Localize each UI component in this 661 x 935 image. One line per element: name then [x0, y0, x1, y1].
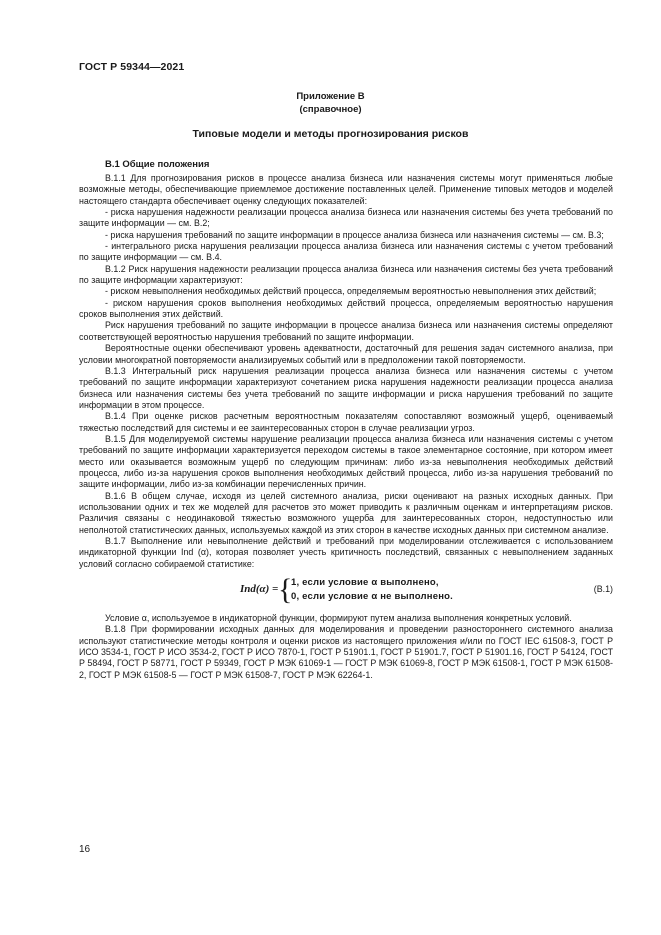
list-item: - риска нарушения требований по защите информации в процессе анализа бизнеса или назначения системы — см. В.3;: [105, 229, 604, 240]
list-item: - риска нарушения надежности реализации процесса анализа бизнеса или назначения системы без учета требований по защите информации — см. В.2;: [79, 207, 613, 229]
paragraph: В.1.8 При формировании исходных данных для моделирования и проведении разностороннего системного анализа используют статистические методы контроля и оценки рисков из настоящего приложения и/или по ГОСТ IEC 61508-3, ГОСТ Р ИСО 3534-1, ГОСТ Р ИСО 3534-2, ГОСТ Р ИСО 7870-1, ГОСТ Р 51901.1, ГОСТ Р 51901.7, ГОСТ Р 51901.16, ГОСТ Р 54124, ГОСТ Р 58494, ГОСТ Р 58771, ГОСТ Р 59349, ГОСТ Р МЭК 61069-1 — ГОСТ Р МЭК 61069-8, ГОСТ Р МЭК 61508-1, ГОСТ Р МЭК 61508-2, ГОСТ Р МЭК 61508-5 — ГОСТ Р МЭК 61508-7, ГОСТ Р МЭК 62264-1.: [79, 624, 613, 680]
list-item: - риском нарушения сроков выполнения необходимых действий процесса, определяемым вероятностью нарушения сроков выполнения этих действий.: [79, 297, 613, 320]
paragraph: Условие α, используемое в индикаторной функции, формируют путем анализа выполнения конкретных условий.: [105, 613, 572, 624]
paragraph: В.1.1 Для прогнозирования рисков в процессе анализа бизнеса или назначения системы могут применяться любые возможные методы, обеспечивающие приемлемое достижение поставленных целей. Применение типовых методов и моделей настоящего стандарта обеспечивает оценку следующих показателей:: [79, 173, 613, 206]
formula-case-true: 1, если условие α выполнено,: [291, 577, 439, 589]
paragraph: В.1.3 Интегральный риск нарушения реализации процесса анализа бизнеса или назначения системы с учетом требований по защите информации характеризуют сочетанием риска нарушения надежности реализации процесса анализа бизнеса или назначения системы без учета требований по защите информации и риска нарушения требований по защите информации в этом процессе.: [79, 365, 613, 410]
section-heading: В.1 Общие положения: [105, 159, 210, 170]
equation-number: (В.1): [593, 584, 613, 595]
paragraph: Риск нарушения требований по защите информации в процессе анализа бизнеса или назначения системы определяют соответствующей вероятностью нарушения требований по защите информации.: [79, 320, 613, 342]
paragraph: В.1.7 Выполнение или невыполнение действий и требований при моделировании отслеживается с использованием индикаторной функции Ind (α), которая позволяет учесть критичность последствий, связанных с невыполнением заданных условий согласно собираемой статистике:: [79, 536, 613, 569]
paragraph: В.1.5 Для моделируемой системы нарушение реализации процесса анализа бизнеса или назначения системы с учетом требований по защите информации характеризуется переходом системы в такое элементарное состояние, при котором имеет место или оказывается возможным ущерб по следующим причинам: либо из-за невыполнения необходимых действий процесса, либо из-за нарушения сроков выполнения необходимых действий процесса, либо из-за нарушения требований по защите информации, либо из-за комбинации перечисленных причин.: [79, 433, 613, 490]
formula-lhs: Ind(α) =: [240, 583, 279, 596]
page-number: 16: [79, 844, 91, 855]
formula-case-false: 0, если условие α не выполнено.: [291, 591, 453, 603]
paragraph: В.1.6 В общем случае, исходя из целей системного анализа, риски оценивают на разных исходных данных. При использовании одних и тех же моделей для расчетов это может приводить к различным оценкам и интерпретациям рисков. Различия связаны с неодинаковой тяжестью возможного ущерба для заинтересованных сторон, недоступностью или неполнотой статистических данных, используемых каждой из этих сторон в качестве исходных данных при системном анализе.: [79, 490, 613, 535]
paragraph: В.1.4 При оценке рисков расчетным вероятностным показателям сопоставляют возможный ущерб, оцениваемый тяжестью последствий для системы и ее заинтересованных сторон в случае реализации угроз.: [79, 411, 613, 433]
annex-heading: Типовые модели и методы прогнозирования рисков: [192, 128, 469, 140]
list-item: - риском невыполнения необходимых действий процесса, определяемым вероятностью невыполнения этих действий;: [105, 286, 597, 297]
paragraph: Вероятностные оценки обеспечивают уровень адекватности, достаточный для решения задач системного анализа, при условии многократной повторяемости анализируемых событий или в предположении такой повторяемости.: [79, 343, 613, 365]
list-item: - интегрального риска нарушения реализации процесса анализа бизнеса или назначения системы с учетом требований по защите информации — см. В.4.: [79, 241, 613, 263]
indicator-formula: [79, 575, 613, 609]
annex-note: (справочное): [299, 104, 362, 115]
formula-brace: {: [278, 573, 293, 607]
annex-title: Приложение В: [296, 91, 365, 102]
document-body: [79, 173, 613, 681]
paragraph: В.1.2 Риск нарушения надежности реализации процесса анализа бизнеса или назначения системы без учета требований по защите информации характеризуют:: [79, 263, 613, 286]
standard-header: ГОСТ Р 59344—2021: [79, 61, 185, 73]
